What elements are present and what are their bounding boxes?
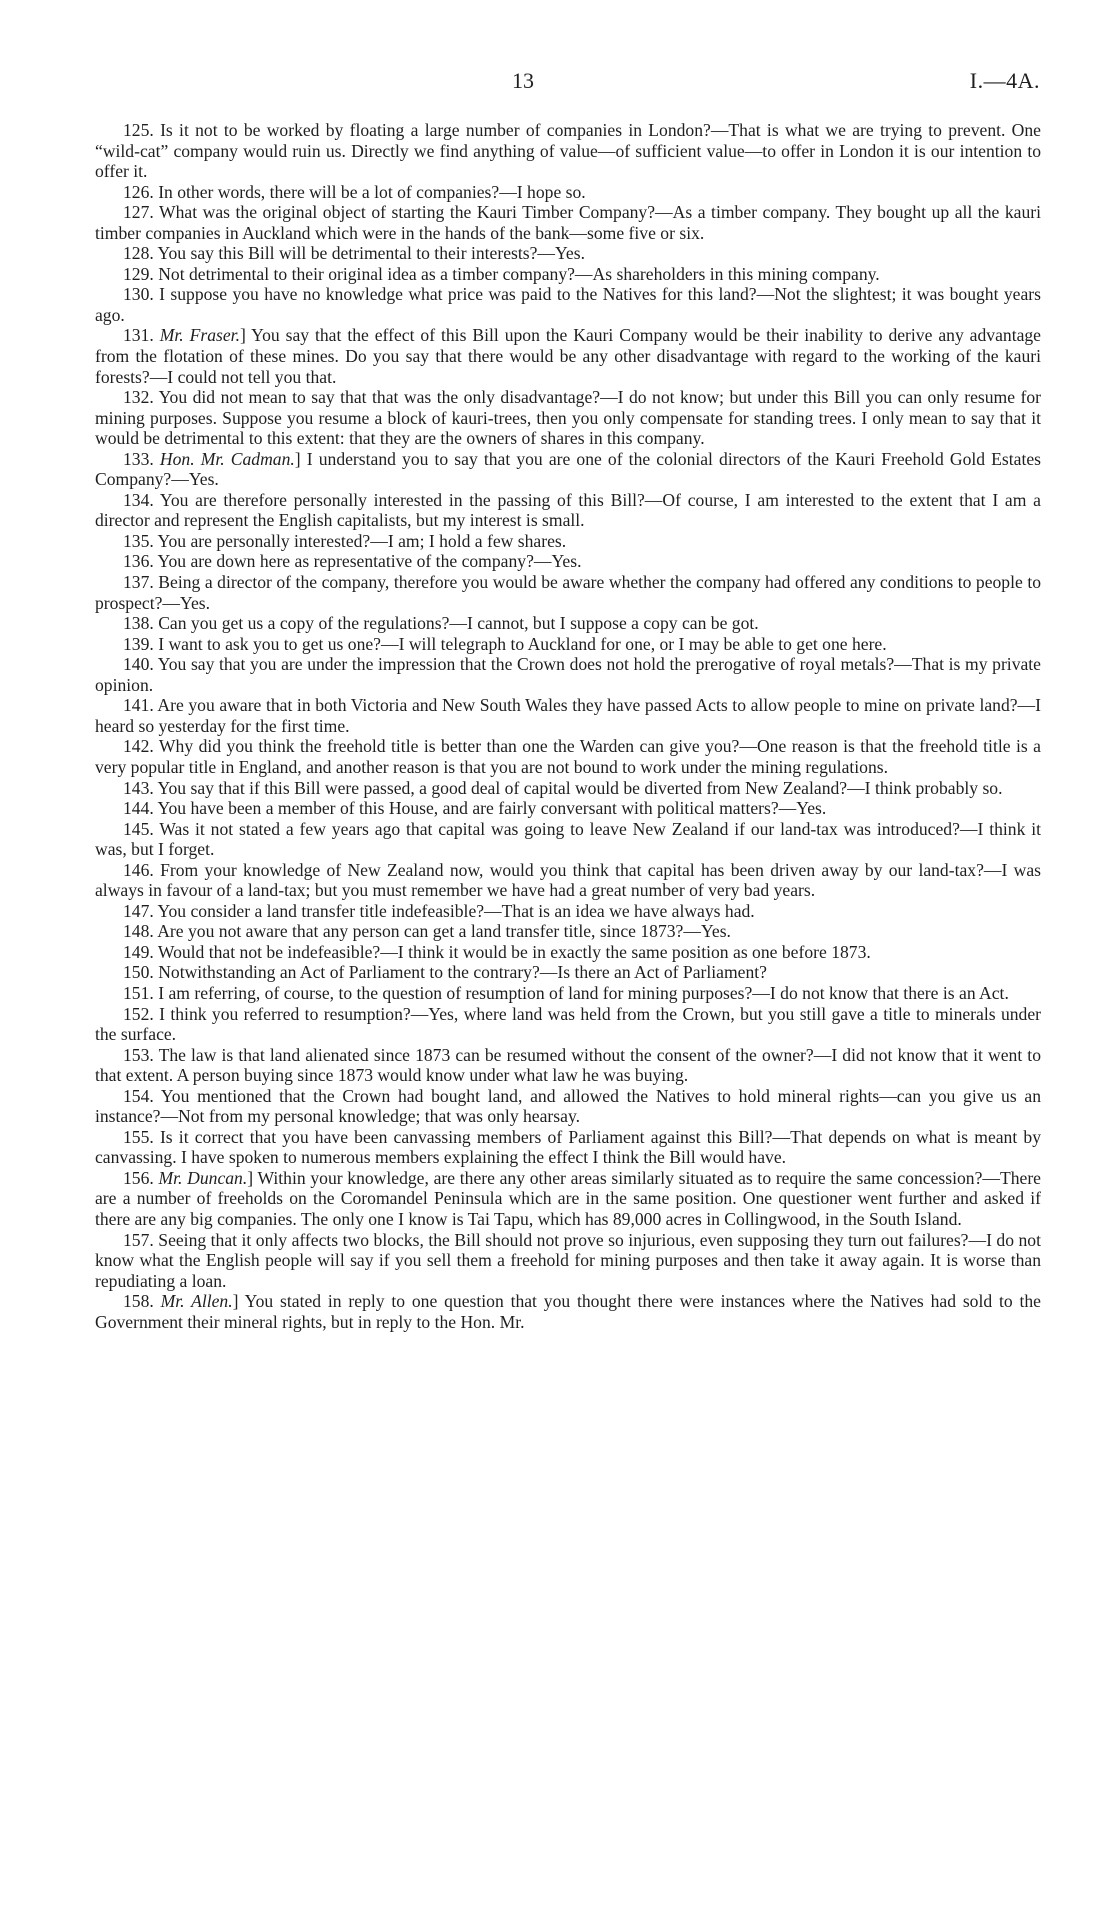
paragraph-157: 157. Seeing that it only affects two blocks, the Bill should not prove so injurious, even supposing they turn out failures?—I do not know what the English people will say if you sell them a freehold for mining purposes and then take it away again. It is worse than repudiating a loan. bbox=[95, 1229, 1041, 1291]
paragraph-139: 139. I want to ask you to get us one?—I will telegraph to Auckland for one, or I may be able to get one here. bbox=[123, 633, 887, 654]
paragraph-131 bbox=[95, 325, 1041, 387]
paragraph-130: 130. I suppose you have no knowledge what price was paid to the Natives for this land?—Not the slightest; it was bought years ago. bbox=[95, 284, 1041, 325]
paragraph-151: 151. I am referring, of course, to the question of resumption of land for mining purposes?—I do not know that there is an Act. bbox=[123, 982, 1009, 1003]
paragraph-129: 129. Not detrimental to their original idea as a timber company?—As shareholders in this mining company. bbox=[123, 263, 880, 284]
paragraph-text: ] You stated in reply to one question that you thought there were instances where the Natives had sold to the Government their mineral rights, but in reply to the Hon. Mr. bbox=[95, 1291, 1041, 1332]
question-number: 131. bbox=[123, 325, 154, 346]
paragraph-134: 134. You are therefore personally interested in the passing of this Bill?—Of course, I am interested to the extent that I am a director and represent the English capitalists, but my interest is small. bbox=[95, 489, 1041, 531]
paragraph-153: 153. The law is that land alienated since 1873 can be resumed without the consent of the owner?—I did not know that it went to that extent. A person buying since 1873 would know under what law he was buying. bbox=[95, 1044, 1041, 1086]
paragraph-155: 155. Is it correct that you have been canvassing members of Parliament against this Bill?—That depends on what is meant by canvassing. I have spoken to numerous members explaining the effect I think the Bill would have. bbox=[95, 1126, 1041, 1168]
paragraph-152: 152. I think you referred to resumption?—Yes, where land was held from the Crown, but you still gave a title to minerals under the surface. bbox=[95, 1003, 1041, 1045]
question-number: 133. bbox=[123, 448, 154, 469]
paragraph-141: 141. Are you aware that in both Victoria and New South Wales they have passed Acts to allow people to mine on private land?—I heard so yesterday for the first time. bbox=[95, 695, 1041, 736]
paragraph-133 bbox=[95, 449, 1041, 490]
evidence-body bbox=[95, 120, 1041, 1332]
question-number: 156. bbox=[123, 1167, 154, 1188]
paragraph-156 bbox=[95, 1168, 1041, 1230]
paragraph-144: 144. You have been a member of this House, and are fairly conversant with political matters?—Yes. bbox=[123, 798, 827, 819]
paragraph-149: 149. Would that not be indefeasible?—I think it would be in exactly the same position as one before 1873. bbox=[123, 941, 871, 962]
paragraph-text: ] You say that the effect of this Bill upon the Kauri Company would be their inability to derive any advantage from the flotation of these mines. Do you say that there would be any other disadvantage with regard to the working of the kauri forests?—I could not tell you that. bbox=[95, 325, 1041, 387]
paragraph-125: 125. Is it not to be worked by floating a large number of companies in London?—That is what we are trying to prevent. One “wild-cat” company would ruin us. Directly we find anything of value—of sufficient value—to offer in London it is our intention to offer it. bbox=[95, 120, 1041, 182]
page-header bbox=[0, 68, 1114, 98]
paragraph-137: 137. Being a director of the company, therefore you would be aware whether the company had offered any conditions to people to prospect?—Yes. bbox=[95, 572, 1041, 613]
paragraph-146: 146. From your knowledge of New Zealand now, would you think that capital has been driven away by our land-tax?—I was always in favour of a land-tax; but you must remember we have had a great number of very bad years. bbox=[95, 859, 1041, 901]
paragraph-148: 148. Are you not aware that any person can get a land transfer title, since 1873?—Yes. bbox=[123, 921, 731, 942]
paragraph-127: 127. What was the original object of starting the Kauri Timber Company?—As a timber company. They bought up all the kauri timber companies in Auckland which were in the hands of the bank—some five or six. bbox=[95, 202, 1041, 243]
question-number: 158. bbox=[123, 1291, 154, 1312]
speaker-name: Mr. Allen. bbox=[160, 1291, 233, 1312]
paragraph-150: 150. Notwithstanding an Act of Parliament to the contrary?—Is there an Act of Parliament? bbox=[123, 962, 767, 983]
paragraph-128: 128. You say this Bill will be detrimental to their interests?—Yes. bbox=[123, 243, 585, 264]
paragraph-145: 145. Was it not stated a few years ago that capital was going to leave New Zealand if our land-tax was introduced?—I think it was, but I forget. bbox=[95, 818, 1041, 860]
paragraph-136: 136. You are down here as representative of the company?—Yes. bbox=[123, 551, 582, 572]
paragraph-text: ] Within your knowledge, are there any other areas similarly situated as to require the same concession?—There are a number of freeholds on the Coromandel Peninsula which are in the same position. One questioner went further and asked if there are any big companies. The only one I know is Tai Tapu, which has 89,000 acres in Collingwood, in the South Island. bbox=[95, 1167, 1041, 1229]
document-reference: I.—4A. bbox=[969, 68, 1040, 93]
paragraph-132: 132. You did not mean to say that that was the only disadvantage?—I do not know; but under this Bill you can only resume for mining purposes. Suppose you resume a block of kauri-trees, then you only compensate for standing trees. I only mean to say that it would be detrimental to this extent: that they are the owners of shares in this company. bbox=[95, 387, 1041, 449]
paragraph-140: 140. You say that you are under the impression that the Crown does not hold the prerogative of royal metals?—That is my private opinion. bbox=[95, 654, 1041, 695]
paragraph-154: 154. You mentioned that the Crown had bought land, and allowed the Natives to hold mineral rights—can you give us an instance?—Not from my personal knowledge; that was only hearsay. bbox=[95, 1085, 1041, 1127]
paragraph-158 bbox=[95, 1291, 1041, 1332]
paragraph-text: ] I understand you to say that you are one of the colonial directors of the Kauri Freehold Gold Estates Company?—Yes. bbox=[95, 448, 1041, 490]
paragraph-126: 126. In other words, there will be a lot of companies?—I hope so. bbox=[123, 181, 586, 202]
page-number: 13 bbox=[512, 68, 534, 93]
paragraph-143: 143. You say that if this Bill were passed, a good deal of capital would be diverted from New Zealand?—I think probably so. bbox=[123, 777, 1003, 798]
speaker-name: Mr. Fraser. bbox=[159, 325, 240, 346]
paragraph-138: 138. Can you get us a copy of the regulations?—I cannot, but I suppose a copy can be got. bbox=[123, 613, 759, 634]
speaker-name: Hon. Mr. Cadman. bbox=[159, 448, 295, 469]
paragraph-142: 142. Why did you think the freehold title is better than one the Warden can give you?—One reason is that the freehold title is a very popular title in England, and another reason is that you are not bound to work under the mining regulations. bbox=[95, 736, 1041, 777]
speaker-name: Mr. Duncan. bbox=[158, 1167, 248, 1188]
paragraph-135: 135. You are personally interested?—I am; I hold a few shares. bbox=[123, 530, 567, 551]
paragraph-147: 147. You consider a land transfer title indefeasible?—That is an idea we have always had. bbox=[123, 900, 755, 921]
